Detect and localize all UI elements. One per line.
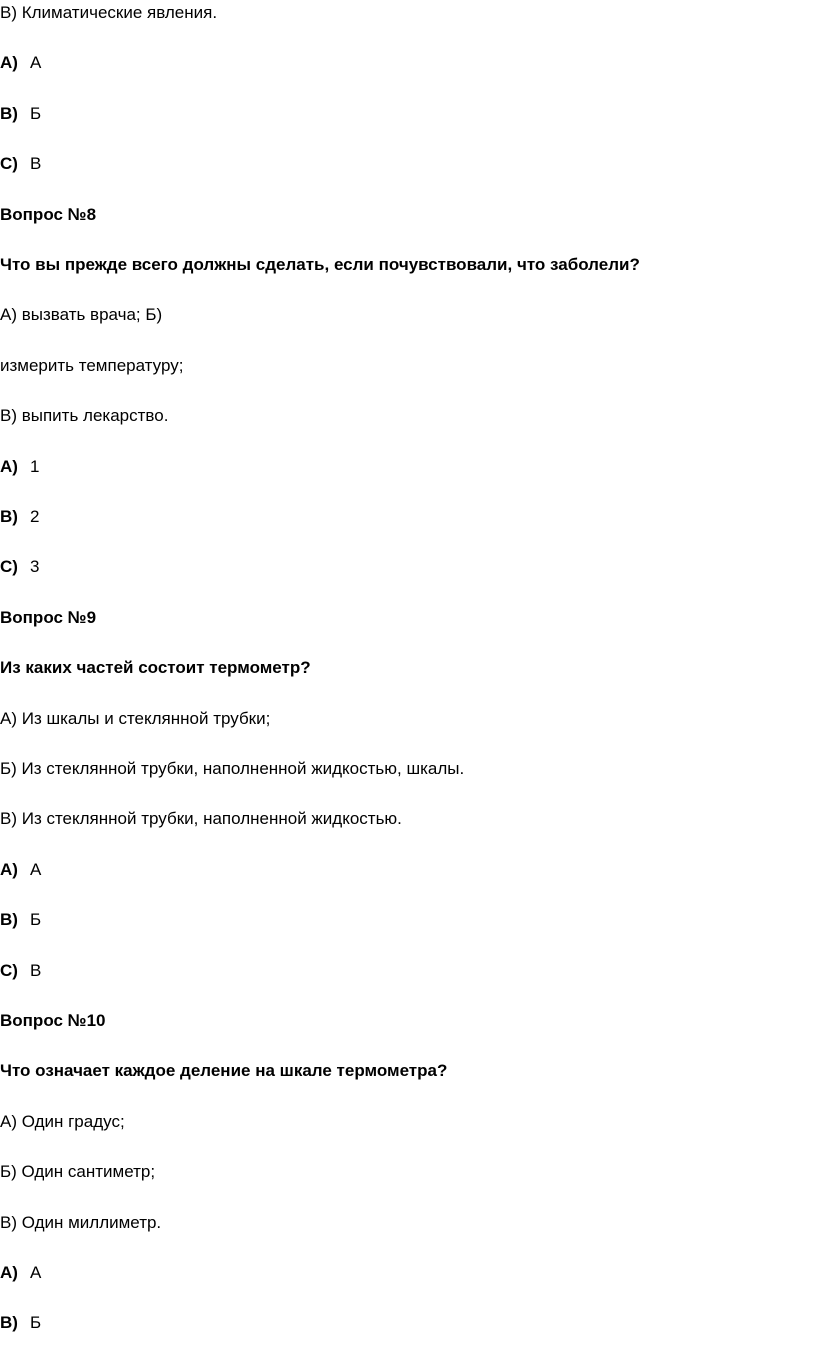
answer-option — [0, 456, 39, 478]
choice-text: А) Один градус; — [0, 1111, 125, 1131]
answer-option-letter: A) — [0, 859, 18, 879]
answer-option-letter: A) — [0, 53, 18, 73]
choice-text: Б) Из стеклянной трубки, наполненной жидкостью, шкалы. — [0, 759, 465, 778]
answer-option — [0, 103, 41, 125]
answer-option-letter: B) — [0, 103, 18, 123]
choice-text: В) Климатические явления. — [0, 3, 218, 22]
answer-option — [0, 1262, 41, 1284]
answer-option-text: Б — [30, 910, 42, 930]
answer-option — [0, 859, 41, 881]
choice-text: А) вызвать врача; Б) — [0, 305, 163, 325]
answer-option — [0, 1312, 41, 1334]
question-number-heading: Вопрос №10 — [0, 1011, 106, 1030]
answer-option — [0, 909, 41, 931]
answer-option-letter: C) — [0, 557, 18, 577]
question-number-heading: Вопрос №8 — [0, 204, 97, 224]
answer-option-letter: A) — [0, 456, 18, 476]
answer-option-text: А — [30, 1263, 42, 1282]
choice-text: А) Из шкалы и стеклянной трубки; — [0, 708, 271, 728]
answer-option — [0, 556, 39, 578]
answer-option-letter: A) — [0, 1263, 18, 1282]
answer-option — [0, 153, 41, 175]
choice-text: Б) Один сантиметр; — [0, 1162, 156, 1182]
answer-option-text: А — [30, 859, 42, 879]
answer-option-letter: B) — [0, 1313, 18, 1333]
answer-option-text: А — [30, 53, 42, 73]
choice-text: В) выпить лекарство. — [0, 406, 169, 426]
question-number-heading: Вопрос №9 — [0, 607, 97, 627]
choice-text: В) Один миллиметр. — [0, 1212, 162, 1232]
answer-option — [0, 960, 41, 982]
answer-option-letter: B) — [0, 910, 18, 930]
answer-option-text: Б — [30, 103, 42, 123]
answer-option-letter: C) — [0, 154, 18, 174]
answer-option-text: Б — [30, 1313, 42, 1333]
answer-option-text: 1 — [30, 456, 40, 476]
choice-text: В) Из стеклянной трубки, наполненной жидкостью. — [0, 809, 402, 829]
answer-option — [0, 506, 39, 528]
answer-option-text: 2 — [30, 507, 40, 526]
answer-option-text: В — [30, 960, 42, 980]
choice-text: измерить температуру; — [0, 355, 184, 375]
question-text: Что означает каждое деление на шкале термометра? — [0, 1061, 448, 1081]
answer-option-letter: B) — [0, 507, 18, 526]
answer-option — [0, 52, 41, 74]
question-text: Из каких частей состоит термометр? — [0, 658, 311, 678]
question-text: Что вы прежде всего должны сделать, если почувствовали, что заболели? — [0, 255, 640, 274]
answer-option-letter: C) — [0, 960, 18, 980]
answer-option-text: В — [30, 154, 42, 174]
answer-option-text: 3 — [30, 557, 40, 577]
